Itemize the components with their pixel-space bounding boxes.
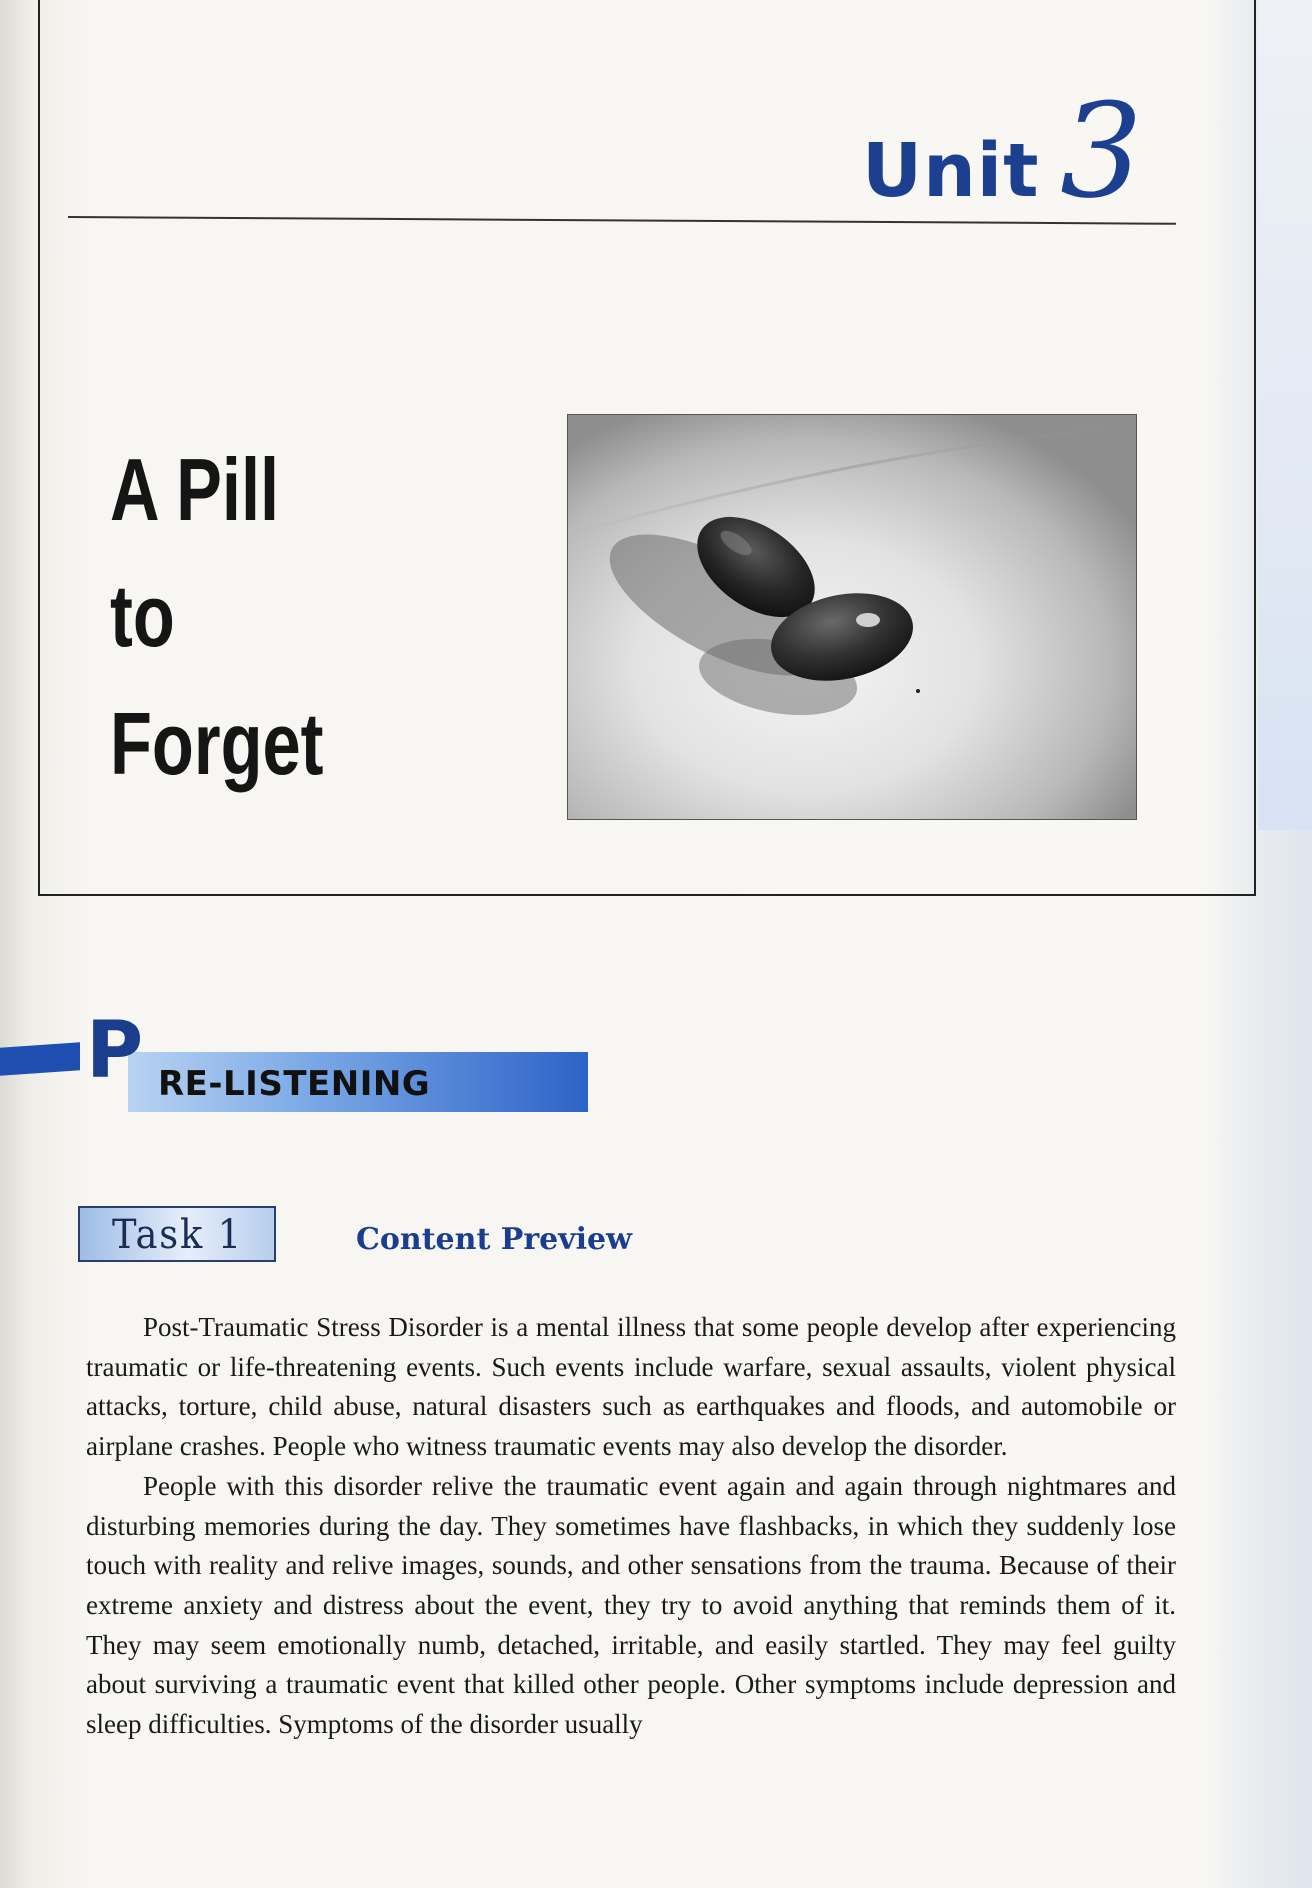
task-title: Content Preview — [356, 1222, 632, 1257]
page-edge-tint — [1258, 0, 1312, 830]
unit-label: Unit — [862, 128, 1040, 214]
title-line-1: A Pill — [110, 440, 280, 539]
pill-photo — [567, 414, 1137, 820]
task-label: Task 1 — [112, 1212, 243, 1258]
body-text — [86, 1308, 1176, 1745]
section-initial: P — [86, 1006, 144, 1096]
pill-capsules-icon — [568, 415, 1136, 819]
title-line-2: to — [110, 566, 175, 665]
title-line-3: Forget — [110, 694, 324, 793]
section-banner-bar — [0, 1042, 80, 1076]
unit-number: 3 — [1060, 75, 1143, 227]
paragraph-2: People with this disorder relive the traumatic event again and again through nightmares and disturbing memories during the day. They sometimes have flashbacks, in which they suddenly lose touch with reality and relive images, sounds, and other sensations from the trauma. Because of their extreme anxiety and distress about the event, they try to avoid anything that reminds them of it. They may seem emotionally numb, detached, irritable, and easily startled. They may feel guilty about surviving a traumatic event that killed other people. Other symptoms include depression and sleep difficulties. Symptoms of the disorder usually — [86, 1470, 1176, 1740]
section-heading: RE-LISTENING — [158, 1064, 431, 1104]
paragraph-1: Post-Traumatic Stress Disorder is a mental illness that some people develop after experiencing traumatic or life-threatening events. Such events include warfare, sexual assaults, violent physical attacks, torture, child abuse, natural disasters such as earthquakes and floods, and automobile or airplane crashes. People who witness traumatic events may also develop the disorder. — [86, 1312, 1176, 1462]
